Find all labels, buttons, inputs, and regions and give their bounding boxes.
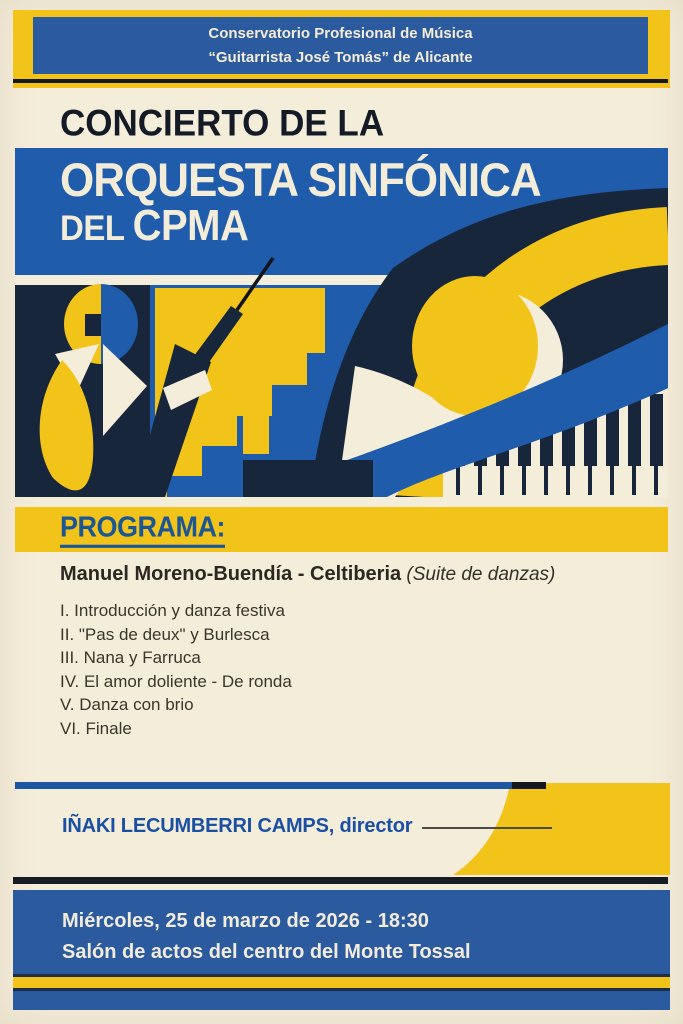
- conservatory-name-box: [33, 17, 648, 74]
- movement-item: III. Nana y Farruca: [60, 648, 201, 667]
- title-cpma: CPMA: [132, 202, 249, 250]
- movements-list: [60, 599, 292, 740]
- poster-kicker: CONCIERTO DE LA: [60, 103, 385, 144]
- banner-line2: “Guitarrista José Tomás” de Alicante: [208, 48, 473, 66]
- yellow-bar-shape: [243, 376, 269, 454]
- orchestra-title-line2: [60, 202, 541, 250]
- director-top-rule: [15, 782, 545, 789]
- movement-item: I. Introducción y danza festiva: [60, 601, 285, 620]
- event-text: [62, 906, 471, 968]
- movement-item: IV. El amor doliente - De ronda: [60, 671, 292, 691]
- director-name: IÑAKI LECUMBERRI CAMPS, director: [62, 815, 413, 837]
- header-banner: [13, 10, 670, 88]
- piece-subtitle: (Suite de danzas): [401, 564, 556, 585]
- orchestra-title: [60, 153, 541, 250]
- program-heading-bar: [15, 507, 668, 552]
- piece-title: Manuel Moreno-Buendía - Celtiberia: [60, 563, 402, 585]
- event-datetime: Miércoles, 25 de marzo de 2026 - 18:30: [62, 910, 429, 932]
- director-top-rule-black: [512, 782, 546, 789]
- director-bottom-rule: [13, 877, 668, 884]
- director-connector-line: [422, 827, 552, 829]
- program-heading: PROGRAMA:: [60, 511, 225, 548]
- banner-line1: Conservatorio Profesional de Música: [208, 25, 473, 43]
- director-row: [62, 815, 552, 838]
- footer-accent-stripe: [13, 974, 670, 991]
- movement-item: VI. Finale: [60, 718, 132, 738]
- piece-title-line: [60, 563, 555, 586]
- stripe-shape: [15, 275, 435, 285]
- title-del: DEL: [60, 207, 133, 248]
- hero-band: [15, 148, 668, 497]
- orchestra-title-line1: ORQUESTA SINFÓNICA: [60, 153, 541, 207]
- movement-item: II. "Pas de deux" y Burlesca: [60, 624, 270, 644]
- movement-item: V. Danza con brio: [60, 695, 194, 714]
- banner-underline: [13, 79, 668, 83]
- stairs-shadow-shape: [243, 460, 373, 497]
- director-section: [13, 778, 670, 886]
- event-venue: Salón de actos del centro del Monte Tossal: [62, 941, 471, 963]
- event-details-box: [13, 890, 670, 1010]
- director-role: director: [339, 815, 413, 837]
